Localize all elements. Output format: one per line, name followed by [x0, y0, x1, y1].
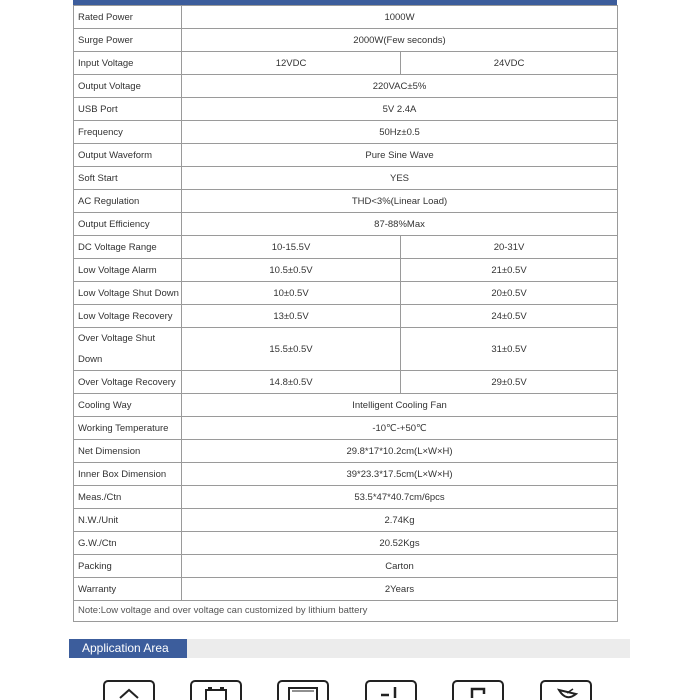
spec-row [74, 305, 618, 328]
spec-row [74, 167, 618, 190]
spec-value: 2000W(Few seconds) [182, 29, 618, 52]
spec-value-24v: 24±0.5V [401, 305, 618, 328]
spec-label: G.W./Ctn [74, 532, 182, 555]
spec-label: DC Voltage Range [74, 236, 182, 259]
spec-value-12v: 15.5±0.5V [182, 328, 401, 371]
spec-value-24v: 29±0.5V [401, 371, 618, 394]
spec-value: -10℃-+50℃ [182, 417, 618, 440]
table-note: Note:Low voltage and over voltage can customized by lithium battery [74, 601, 618, 622]
power-outlet-icon [365, 680, 417, 700]
spec-label: Surge Power [74, 29, 182, 52]
spec-value-24v: 20±0.5V [401, 282, 618, 305]
spec-label: Input Voltage [74, 52, 182, 75]
note-row [74, 601, 618, 622]
spec-row [74, 98, 618, 121]
spec-label: Soft Start [74, 167, 182, 190]
spec-label: N.W./Unit [74, 509, 182, 532]
spec-value-24v: 24VDC [401, 52, 618, 75]
spec-label: Output Voltage [74, 75, 182, 98]
spec-label: Warranty [74, 578, 182, 601]
spec-label: Rated Power [74, 6, 182, 29]
house-icon [103, 680, 155, 700]
spec-row [74, 486, 618, 509]
spec-value: 50Hz±0.5 [182, 121, 618, 144]
spec-value-12v: 10-15.5V [182, 236, 401, 259]
spec-row [74, 144, 618, 167]
spec-row [74, 259, 618, 282]
application-area-title: Application Area [69, 639, 187, 658]
spec-value: Intelligent Cooling Fan [182, 394, 618, 417]
satellite-dish-icon [540, 680, 592, 700]
application-icons [100, 680, 600, 700]
spec-value: THD<3%(Linear Load) [182, 190, 618, 213]
spec-row [74, 282, 618, 305]
spec-value-24v: 31±0.5V [401, 328, 618, 371]
spec-label: Low Voltage Alarm [74, 259, 182, 282]
spec-row [74, 463, 618, 486]
spec-row [74, 121, 618, 144]
spec-row [74, 417, 618, 440]
spec-label: AC Regulation [74, 190, 182, 213]
spec-label: Inner Box Dimension [74, 463, 182, 486]
application-area-bar [69, 639, 630, 658]
spec-row [74, 52, 618, 75]
spec-value: 29.8*17*10.2cm(L×W×H) [182, 440, 618, 463]
spec-label: Working Temperature [74, 417, 182, 440]
spec-value-24v: 20-31V [401, 236, 618, 259]
spec-label: Output Waveform [74, 144, 182, 167]
spec-value-12v: 13±0.5V [182, 305, 401, 328]
spec-label: Low Voltage Shut Down [74, 282, 182, 305]
spec-value-24v: 21±0.5V [401, 259, 618, 282]
spec-row [74, 440, 618, 463]
spec-value: 220VAC±5% [182, 75, 618, 98]
spec-row [74, 236, 618, 259]
spec-row [74, 190, 618, 213]
spec-label: USB Port [74, 98, 182, 121]
spec-label: Packing [74, 555, 182, 578]
spec-value-12v: 12VDC [182, 52, 401, 75]
spec-value: 87-88%Max [182, 213, 618, 236]
spec-row [74, 75, 618, 98]
spec-value: 39*23.3*17.5cm(L×W×H) [182, 463, 618, 486]
spec-row [74, 328, 618, 371]
monitor-icon [277, 680, 329, 700]
spec-row [74, 509, 618, 532]
spec-value: 20.52Kgs [182, 532, 618, 555]
spec-row [74, 213, 618, 236]
appliance-icon [452, 680, 504, 700]
spec-row [74, 394, 618, 417]
spec-label: Over Voltage Recovery [74, 371, 182, 394]
spec-label: Cooling Way [74, 394, 182, 417]
spec-value: YES [182, 167, 618, 190]
spec-value: 1000W [182, 6, 618, 29]
spec-value: 2Years [182, 578, 618, 601]
spec-value-12v: 10±0.5V [182, 282, 401, 305]
spec-row [74, 371, 618, 394]
spec-value: Pure Sine Wave [182, 144, 618, 167]
spec-label: Net Dimension [74, 440, 182, 463]
spec-value-12v: 14.8±0.5V [182, 371, 401, 394]
spec-label: Frequency [74, 121, 182, 144]
spec-label: Low Voltage Recovery [74, 305, 182, 328]
spec-value: Carton [182, 555, 618, 578]
spec-table [73, 5, 618, 622]
car-battery-icon [190, 680, 242, 700]
spec-value: 5V 2.4A [182, 98, 618, 121]
spec-row [74, 578, 618, 601]
spec-value: 2.74Kg [182, 509, 618, 532]
spec-row [74, 532, 618, 555]
spec-row [74, 29, 618, 52]
spec-value-12v: 10.5±0.5V [182, 259, 401, 282]
spec-label: Meas./Ctn [74, 486, 182, 509]
spec-value: 53.5*47*40.7cm/6pcs [182, 486, 618, 509]
spec-label: Over Voltage Shut Down [74, 328, 182, 371]
spec-label: Output Efficiency [74, 213, 182, 236]
spec-row [74, 6, 618, 29]
spec-row [74, 555, 618, 578]
